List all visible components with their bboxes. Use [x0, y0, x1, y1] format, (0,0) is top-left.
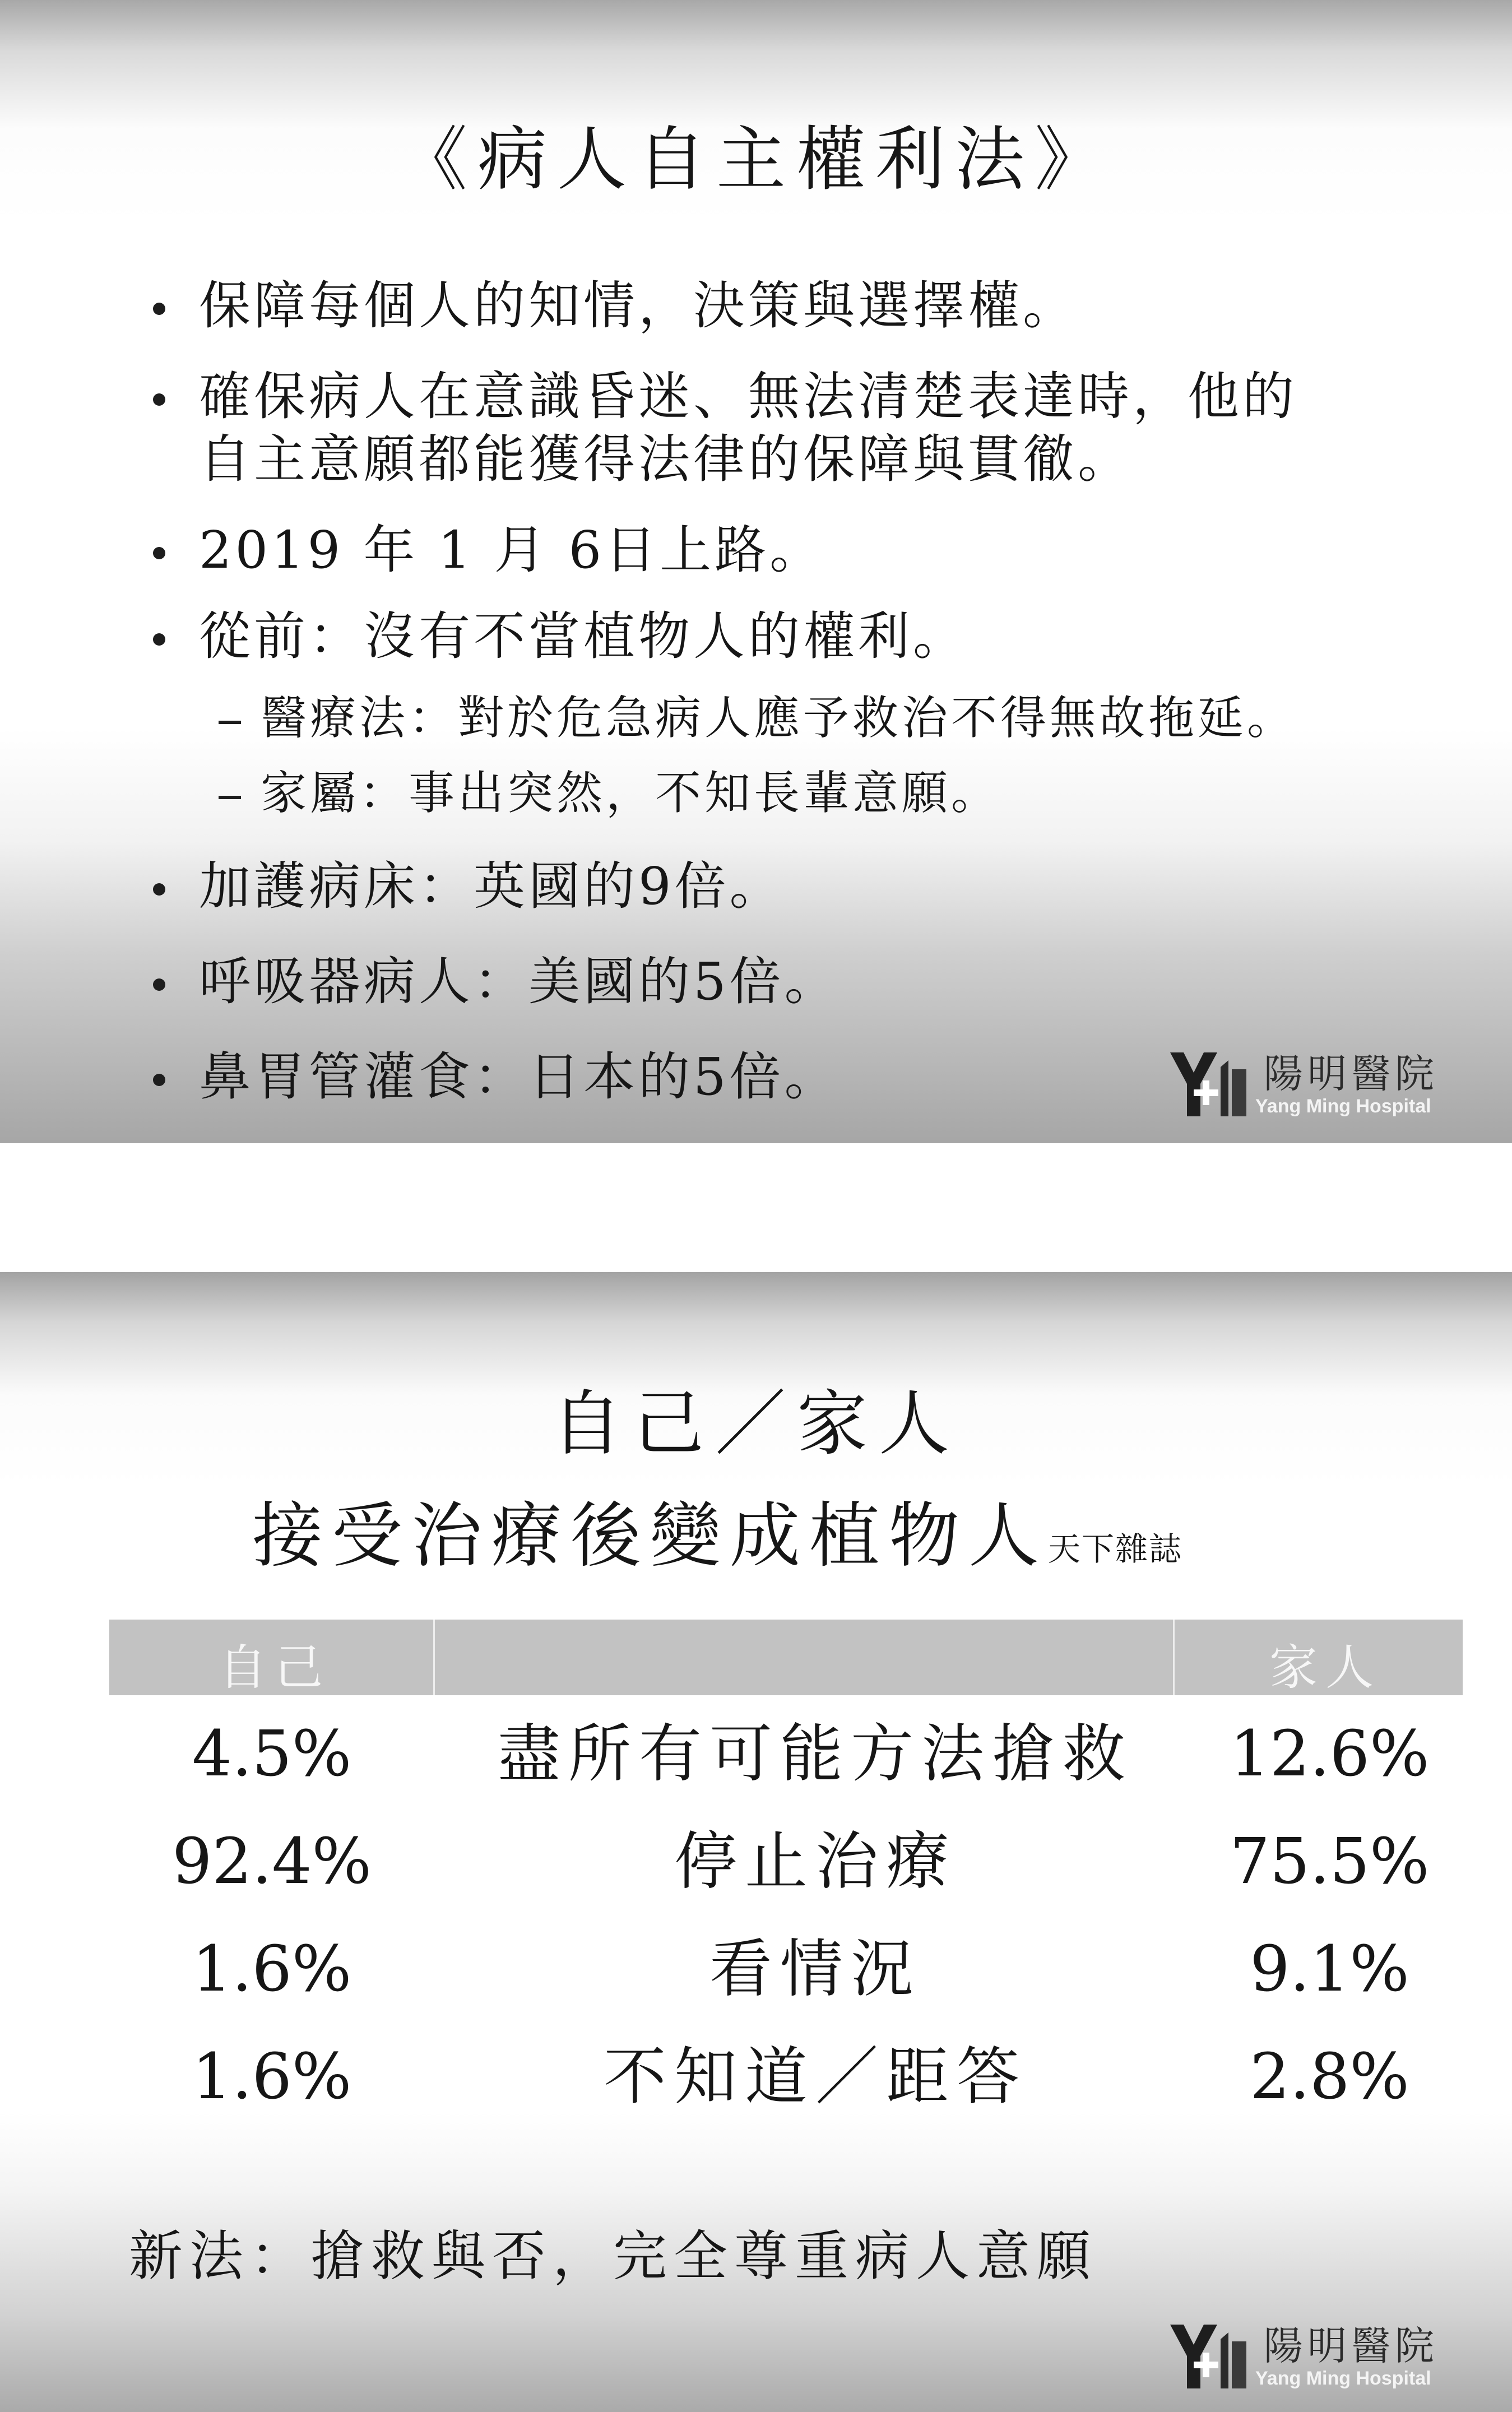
slide-title: 《病人自主權利法》 — [397, 119, 1114, 200]
table-row — [109, 2035, 1463, 2142]
header-family: 家人 — [1269, 1640, 1381, 1696]
header-divider — [1173, 1620, 1175, 1695]
option-label: 看情況 — [709, 1933, 921, 2006]
bullet-line: 確保病人在意識昏迷、無法清楚表達時，他的 — [199, 367, 1298, 426]
hospital-logo — [1166, 1042, 1457, 1138]
table-row — [109, 1927, 1463, 2035]
logo-name-zh: 陽明醫院 — [1264, 1051, 1439, 1097]
header-divider — [433, 1620, 435, 1695]
self-percent: 1.6% — [192, 2040, 352, 2113]
logo-name-en: Yang Ming Hospital — [1255, 1096, 1431, 1117]
bullet-item: 鼻胃管灌食：日本的5倍。 — [143, 1046, 1477, 1108]
footnote: 新法：搶救與否，完全尊重病人意願 — [129, 2225, 1097, 2288]
bullet-item: 加護病床：英國的9倍。 — [143, 855, 1477, 918]
option-label: 停止治療 — [674, 1825, 957, 1898]
bullet-item: 從前：沒有不當植物人的權利。 — [143, 605, 1477, 668]
self-percent: 4.5% — [192, 1718, 352, 1791]
logo-name-en: Yang Ming Hospital — [1255, 2368, 1431, 2389]
option-label: 盡所有可能方法搶救 — [498, 1718, 1133, 1791]
self-percent: 1.6% — [192, 1933, 352, 2006]
family-percent: 12.6% — [1230, 1718, 1430, 1791]
sub-bullet-item: 家屬：事出突然，不知長輩意願。 — [143, 766, 1477, 822]
slide-patient-autonomy-act — [0, 0, 1512, 1143]
bullet-item: 2019 年 1 月 6日上路。 — [143, 519, 1477, 582]
title-text: 接受治療後變成植物人 — [252, 1495, 1048, 1577]
source-label: 天下雜誌 — [1048, 1530, 1183, 1568]
slide-vegetative-state-survey — [0, 1272, 1512, 2412]
self-percent: 92.4% — [172, 1825, 372, 1898]
survey-table — [109, 1712, 1463, 2142]
table-header — [109, 1620, 1463, 1695]
table-row — [109, 1820, 1463, 1927]
bullet-item: 保障每個人的知情，決策與選擇權。 — [143, 275, 1477, 337]
header-self: 自己 — [219, 1640, 331, 1696]
option-label: 不知道／距答 — [604, 2040, 1027, 2113]
family-percent: 75.5% — [1230, 1825, 1430, 1898]
family-percent: 2.8% — [1250, 2040, 1409, 2113]
slide-title-line2 — [252, 1479, 1182, 1581]
hospital-logo — [1166, 2314, 1457, 2410]
logo-name-zh: 陽明醫院 — [1264, 2323, 1439, 2369]
bullet-line: 自主意願都能獲得法律的保障與貫徹。 — [199, 429, 1133, 489]
table-row — [109, 1712, 1463, 1820]
bullet-list — [143, 275, 1477, 1108]
hospital-logo-icon — [1166, 1048, 1250, 1121]
family-percent: 9.1% — [1250, 1933, 1409, 2006]
bullet-item — [143, 365, 1477, 491]
slide-title-line1: 自己／家人 — [551, 1383, 961, 1465]
bullet-item: 呼吸器病人：美國的5倍。 — [143, 950, 1477, 1013]
sub-bullet-item: 醫療法：對於危急病人應予救治不得無故拖延。 — [143, 690, 1477, 746]
hospital-logo-icon — [1166, 2320, 1250, 2393]
